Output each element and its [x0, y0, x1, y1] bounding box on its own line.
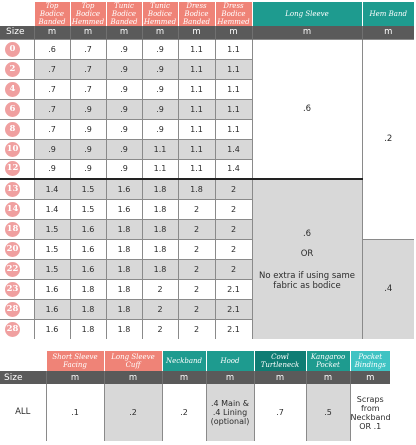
- size-badge: 22: [5, 262, 20, 277]
- col-header-pocket-bindings: Pocket Bindings: [350, 351, 390, 371]
- value-cell: .2: [104, 384, 162, 441]
- value-cell: .9: [142, 59, 178, 79]
- value-cell: .9: [142, 119, 178, 139]
- unit-label: m: [70, 26, 106, 39]
- size-cell: [0, 139, 34, 159]
- value-cell: .9: [70, 99, 106, 119]
- value-cell: .9: [142, 79, 178, 99]
- value-cell: 2: [178, 259, 215, 279]
- value-cell: 2: [215, 239, 252, 259]
- value-cell: .9: [106, 139, 142, 159]
- size-cell: [0, 179, 34, 199]
- size-header: Size: [0, 26, 34, 39]
- value-cell: 1.8: [70, 279, 106, 299]
- col-header-hood: Hood: [206, 351, 254, 371]
- value-cell: .7: [254, 384, 306, 441]
- size-cell: [0, 239, 34, 259]
- value-cell: 1.4: [34, 179, 70, 199]
- value-cell: 1.5: [34, 259, 70, 279]
- table-row: [0, 384, 390, 441]
- value-cell: .6: [34, 39, 70, 59]
- value-cell: .9: [106, 59, 142, 79]
- size-cell: [0, 99, 34, 119]
- col-header-dress-bodice-hemmed: Dress Bodice Hemmed: [215, 2, 252, 26]
- value-cell: 2: [178, 299, 215, 319]
- value-cell: 1.4: [34, 199, 70, 219]
- value-cell: 1.1: [215, 39, 252, 59]
- long-sleeve-or: OR: [300, 248, 314, 259]
- units-row: [0, 26, 414, 39]
- units-row: [0, 371, 390, 384]
- value-cell: 1.5: [70, 199, 106, 219]
- value-cell: .2: [162, 384, 206, 441]
- col-header-cowl-turtleneck: Cowl Turtleneck: [254, 351, 306, 371]
- fabric-requirements-table: [0, 2, 414, 339]
- size-cell: [0, 319, 34, 339]
- value-cell: .9: [106, 39, 142, 59]
- value-cell: 2.1: [215, 299, 252, 319]
- size-badge: 28: [5, 302, 20, 317]
- value-cell: 2: [178, 239, 215, 259]
- hem-band-small-sizes: .2: [362, 39, 414, 239]
- value-cell: 2.1: [215, 279, 252, 299]
- size-header: Size: [0, 371, 46, 384]
- value-cell: .9: [106, 99, 142, 119]
- unit-label: m: [162, 371, 206, 384]
- accessories-table: [0, 351, 390, 441]
- unit-label: m: [215, 26, 252, 39]
- size-badge: 13: [5, 182, 20, 197]
- unit-label: m: [104, 371, 162, 384]
- value-cell: 2: [215, 199, 252, 219]
- col-header-long-sleeve: Long Sleeve: [252, 2, 362, 26]
- value-cell: 1.5: [34, 219, 70, 239]
- value-cell: .5: [306, 384, 350, 441]
- value-cell: 1.6: [70, 259, 106, 279]
- value-cell: 1.8: [106, 319, 142, 339]
- value-cell: .7: [34, 119, 70, 139]
- corner-cell: [0, 351, 46, 371]
- value-cell: 2.1: [215, 319, 252, 339]
- value-cell: 1.5: [70, 179, 106, 199]
- table-row: [0, 179, 414, 199]
- size-cell: [0, 119, 34, 139]
- value-cell: 1.8: [142, 239, 178, 259]
- unit-label: m: [252, 26, 362, 39]
- value-cell: 1.1: [178, 59, 215, 79]
- long-sleeve-large-sizes: [252, 179, 362, 339]
- size-cell: [0, 79, 34, 99]
- corner-cell: [0, 2, 34, 26]
- size-cell: [0, 159, 34, 179]
- value-cell: 2: [178, 199, 215, 219]
- unit-label: m: [254, 371, 306, 384]
- value-cell: 1.6: [34, 319, 70, 339]
- value-cell: .7: [34, 99, 70, 119]
- size-badge: 8: [5, 122, 20, 137]
- long-sleeve-note: No extra if using same fabric as bodice: [259, 270, 355, 291]
- value-cell: 1.1: [178, 99, 215, 119]
- value-cell: .7: [34, 79, 70, 99]
- value-cell: 1.6: [106, 199, 142, 219]
- value-cell: 1.1: [215, 79, 252, 99]
- unit-label: m: [350, 371, 390, 384]
- col-header-kangaroo-pocket: Kangaroo Pocket: [306, 351, 350, 371]
- value-cell: 1.8: [178, 179, 215, 199]
- size-badge: 18: [5, 222, 20, 237]
- value-cell: 2: [178, 319, 215, 339]
- col-header-top-bodice-banded: Top Bodice Banded: [34, 2, 70, 26]
- value-cell: 1.8: [70, 319, 106, 339]
- value-cell: 1.8: [106, 279, 142, 299]
- value-cell: 1.1: [215, 59, 252, 79]
- value-cell: 2: [178, 279, 215, 299]
- size-cell: [0, 259, 34, 279]
- size-cell: [0, 219, 34, 239]
- value-cell: .9: [34, 139, 70, 159]
- value-cell: 1.6: [34, 299, 70, 319]
- value-cell: 1.8: [106, 239, 142, 259]
- value-cell: .7: [70, 39, 106, 59]
- value-cell: 1.8: [106, 259, 142, 279]
- hem-band-large-sizes: .4: [362, 239, 414, 339]
- size-badge: 23: [5, 282, 20, 297]
- value-cell: .1: [46, 384, 104, 441]
- value-cell: 1.1: [142, 159, 178, 179]
- value-cell: .9: [106, 119, 142, 139]
- size-badge: 20: [5, 242, 20, 257]
- value-cell: .7: [70, 79, 106, 99]
- size-badge: 0: [5, 42, 20, 57]
- value-cell: .9: [70, 139, 106, 159]
- value-cell: 1.4: [215, 159, 252, 179]
- value-cell: .9: [142, 99, 178, 119]
- unit-label: m: [306, 371, 350, 384]
- size-cell: [0, 199, 34, 219]
- value-cell: 1.1: [178, 119, 215, 139]
- col-header-hem-band: Hem Band: [362, 2, 414, 26]
- value-cell: 1.8: [70, 299, 106, 319]
- value-cell: 2: [215, 179, 252, 199]
- col-header-top-bodice-hemmed: Top Bodice Hemmed: [71, 2, 105, 26]
- value-cell: 2: [142, 299, 178, 319]
- value-cell: .9: [70, 159, 106, 179]
- value-cell: 1.1: [178, 79, 215, 99]
- value-cell: 1.6: [70, 219, 106, 239]
- size-cell: [0, 299, 34, 319]
- value-cell: 1.8: [142, 179, 178, 199]
- value-cell: 1.6: [34, 279, 70, 299]
- value-cell: 1.1: [178, 139, 215, 159]
- value-cell: .9: [106, 159, 142, 179]
- long-sleeve-value: .6: [302, 228, 312, 239]
- value-cell: 1.8: [142, 219, 178, 239]
- value-cell: .7: [34, 59, 70, 79]
- unit-label: m: [106, 26, 142, 39]
- value-cell: 2: [215, 219, 252, 239]
- size-badge: 2: [5, 62, 20, 77]
- header-row: [0, 2, 414, 26]
- value-cell: 1.6: [70, 239, 106, 259]
- value-cell: 1.8: [106, 299, 142, 319]
- value-cell: .4 Main & .4 Lining (optional): [206, 384, 254, 441]
- value-cell: Scraps from Neckband OR .1: [350, 384, 390, 441]
- value-cell: .9: [34, 159, 70, 179]
- value-cell: 1.6: [106, 179, 142, 199]
- col-header-short-sleeve-facing: Short Sleeve Facing: [46, 351, 104, 371]
- col-header-dress-bodice-banded: Dress Bodice Banded: [178, 2, 215, 26]
- value-cell: 1.1: [142, 139, 178, 159]
- value-cell: 2: [178, 219, 215, 239]
- size-badge: 12: [5, 161, 20, 176]
- value-cell: .9: [106, 79, 142, 99]
- value-cell: 1.8: [142, 199, 178, 219]
- value-cell: 1.5: [34, 239, 70, 259]
- size-cell: ALL: [15, 407, 31, 417]
- value-cell: 1.1: [178, 159, 215, 179]
- col-header-neckband: Neckband: [162, 351, 206, 371]
- col-header-tunic-bodice-hemmed: Tunic Bodice Hemmed: [143, 2, 177, 26]
- unit-label: m: [34, 26, 70, 39]
- unit-label: m: [142, 26, 178, 39]
- value-cell: 1.8: [106, 219, 142, 239]
- value-cell: .7: [70, 59, 106, 79]
- value-cell: 2: [142, 319, 178, 339]
- size-cell: [0, 59, 34, 79]
- unit-label: m: [362, 26, 414, 39]
- value-cell: 2: [215, 259, 252, 279]
- size-cell: [0, 279, 34, 299]
- unit-label: m: [206, 371, 254, 384]
- value-cell: 1.1: [215, 119, 252, 139]
- size-badge: 10: [5, 142, 20, 157]
- size-badge: 6: [5, 102, 20, 117]
- header-row: [0, 351, 390, 371]
- unit-label: m: [46, 371, 104, 384]
- size-badge: 14: [5, 202, 20, 217]
- size-cell: [0, 39, 34, 59]
- value-cell: .9: [142, 39, 178, 59]
- size-badge: 4: [5, 82, 20, 97]
- value-cell: 1.1: [215, 99, 252, 119]
- col-header-tunic-bodice-banded: Tunic Bodice Banded: [106, 2, 142, 26]
- long-sleeve-small-sizes: .6: [252, 39, 362, 179]
- value-cell: 2: [142, 279, 178, 299]
- value-cell: 1.1: [178, 39, 215, 59]
- value-cell: 1.4: [215, 139, 252, 159]
- size-badge: 28: [5, 322, 20, 337]
- col-header-long-sleeve-cuff: Long Sleeve Cuff: [104, 351, 162, 371]
- value-cell: 1.8: [142, 259, 178, 279]
- table-row: [0, 39, 414, 59]
- unit-label: m: [178, 26, 215, 39]
- value-cell: .9: [70, 119, 106, 139]
